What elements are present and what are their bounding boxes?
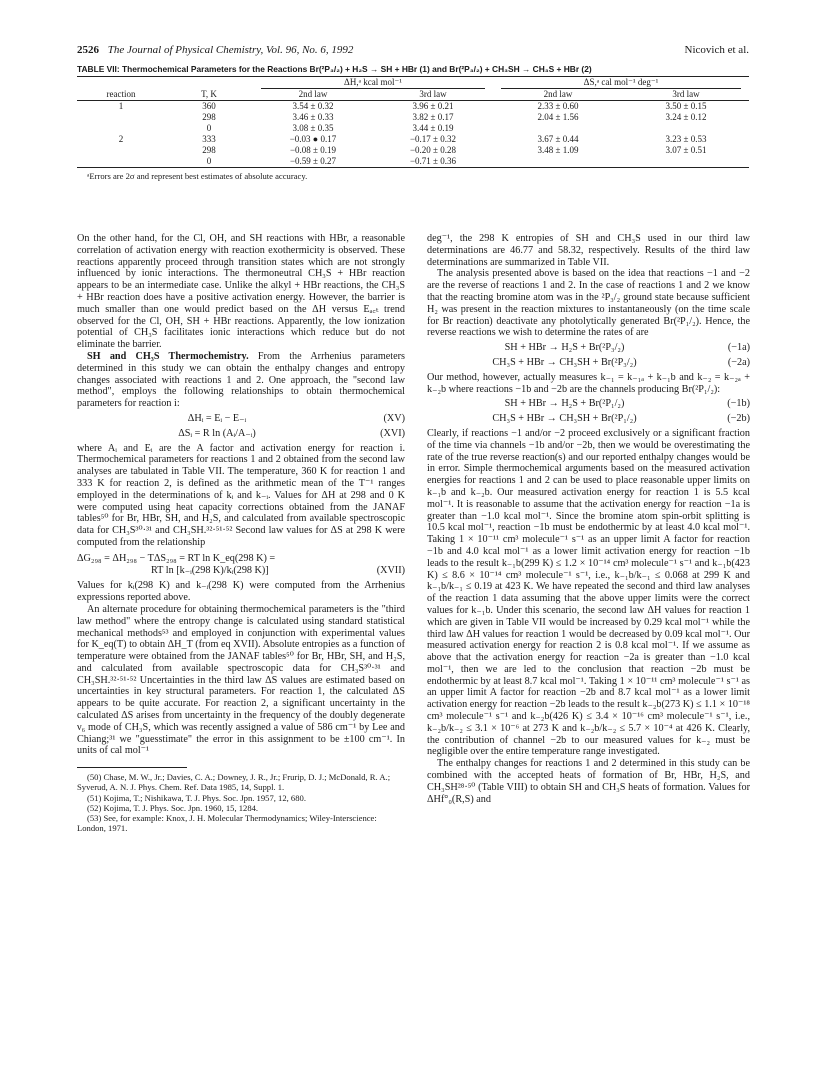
col-header-ds-2nd: 2nd law [493,89,623,101]
paragraph: Our method, however, actually measures k₋₁ = k₋₁ₐ + k₋₁b and k₋₂ = k₋₂ₐ + k₋₂b where reactions −1b and −2b are the channels producing Br(²P₁/₂): [427,371,750,395]
table-row: 0 −0.59 ± 0.27 −0.71 ± 0.36 [77,156,749,168]
col-header-dh-3rd: 3rd law [373,89,493,101]
group-header-ds: ΔS,ᵃ cal mol⁻¹ deg⁻¹ [501,77,741,89]
paragraph: The enthalpy changes for reactions 1 and 2 determined in this study can be combined with the accepted heats of formation of Br, HBr, H₂S, and CH₃SH²⁸·⁵⁰ (Table VIII) to obtain SH and CH₃S heats of formation. Values for ΔHf°₀(R,S) and [427,758,750,805]
table-row: 0 3.08 ± 0.35 3.44 ± 0.19 [206,123,454,133]
paragraph: Clearly, if reactions −1 and/or −2 proceed exclusively or a significant fraction of the time via channels −1b and/or −2b, then we would be overestimating the rate of the true reverse reaction(s) and our reported enthalpy changes would be in error. Simple thermochemical arguments based on the measured activation energies for reactions 1 and 2 can be used to place reasonable upper limits on k₋₁b and k₋₂b. Our measured activation energy for reaction 1 is 5.5 kcal mol⁻¹. It is reasonable to assume that the activation energy for reaction −1a is greater than −1.0 kcal mol⁻¹. Since the bromine atom spin-orbit splitting is 10.5 kcal mol⁻¹, reaction −1b must be endothermic by at least 4.0 kcal mol⁻¹. Taking 1 × 10⁻¹¹ cm³ molecule⁻¹ s⁻¹ as an upper limit A factor for reaction −1b and 4.0 kcal mol⁻¹ as a lower limit activation energy for reaction −1b leads to the result k₋₁b(299 K) ≤ 1.2 × 10⁻¹⁴ cm³ molecule⁻¹ s⁻¹ and k₋₁b(423 K) ≤ 8.6 × 10⁻¹⁴ cm³ molecule⁻¹ s⁻¹, i.e., k₋₁b/k₋₁ ≤ 0.068 at 299 K and k₋₁b/k₋₁ ≤ 0.19 at 423 K. We have repeated the second and third law analyses of the reaction 1 data assuming that the above upper limits were the correct values for k₋₁b. Under this scenario, the second law ΔH values for reaction 1 which are given in Table VII would be increased by 0.29 kcal mol⁻¹ while the third law ΔH values for reaction 1 would be decreased by 0.09 kcal mol⁻¹. Our measured activation energy for reaction 2 is 0.8 kcal mol⁻¹. If we assume as above that the activation energy for reaction −2a is greater than −1.0 kcal mol⁻¹, then we are led to the conclusion that reaction −2b must be endothermic by at least 8.7 kcal mol⁻¹. Taking 1 × 10⁻¹¹ cm³ molecule⁻¹ s⁻¹ as an upper limit A factor for reaction −2b and 8.7 kcal mol⁻¹ as a lower limit activation energy for reaction −2b leads to the result k₋₂b(273 K) ≤ 1.1 × 10⁻¹⁸ cm³ molecule⁻¹ s⁻¹ and k₋₂b(426 K) ≤ 3.4 × 10⁻¹⁶ cm³ molecule⁻¹ s⁻¹, i.e., k₋₂b/k₋₂ ≤ 3.1 × 10⁻⁶ at 273 K and k₋₂b/k₋₂ ≤ 5.7 × 10⁻⁴ at 426 K. Clearly, the contribution of channel −2b to our measured values for k₋₂ must be negligible over the entire temperature range investigated. [427,427,750,758]
footnote-51: (51) Kojima, T.; Nishikawa, T. J. Phys. Soc. Jpn. 1957, 12, 680. [87,792,306,803]
table-row: 298 −0.08 ± 0.19 −0.20 ± 0.28 3.48 ± 1.09 3.07 ± 0.51 [202,145,707,155]
col-header-ds-3rd: 3rd law [623,89,749,101]
table-row: 1 360 3.54 ± 0.32 3.96 ± 0.21 2.33 ± 0.60 3.50 ± 0.15 [118,101,707,111]
footnote-divider [77,767,187,768]
paragraph: The analysis presented above is based on the idea that reactions −1 and −2 are the reverse of reactions 1 and 2. In the case of reactions 1 and 2 we know that the reacting bromine atom was in the ²P₃/₂ ground state because sufficient H₂ was present in the reaction mixtures to instantaneously (on the time scale for Br reaction) deactivate any photolytically generated Br(²P₁/₂). Hence, the reverse reactions we wish to determine the rates of are [427,268,750,339]
col-header-dh-2nd: 2nd law [253,89,373,101]
journal-citation: The Journal of Physical Chemistry, Vol. 96, No. 6, 1992 [107,44,354,56]
left-column [77,233,405,833]
section-heading: SH and CH₃S Thermochemistry. [87,350,249,362]
table-caption: TABLE VII: Thermochemical Parameters for the Reactions Br(²P₃/₂) + H₂S → SH + HBr (1) and Br(²P₃/₂) + CH₃SH → CH₃S + HBr (2) [77,64,592,74]
footnote-53: (53) See, for example: Knox, J. H. Molecular Thermodynamics; Wiley-Interscience: London, 1971. [77,813,377,834]
paragraph: On the other hand, for the Cl, OH, and SH reactions with HBr, a reasonable correlation of activation energy with reaction exothermicity is observed. These reactions apparently proceed through transition states which are not strongly influenced by ionic interactions. The thermoneutral CH₃S + HBr reaction appears to be an intermediate case. Unlike the alkyl + HBr reactions, the CH₃S + HBr reaction does have a positive activation energy. However, the barrier is much smaller than one would predict based on the ΔH versus Eₐ꜀ₜ trend observed for the Cl, OH, SH + HBr reactions. Apparently, the low ionization potential of CH₃S facilitates ionic interactions which reduce but do not eliminate the barrier. [77,233,405,351]
table-footnote: ᵃErrors are 2σ and represent best estimates of absolute accuracy. [87,171,308,181]
thermo-table [77,76,749,168]
table-vii [77,64,749,181]
footnote-52: (52) Kojima, T. J. Phys. Soc. Jpn. 1960, 15, 1284. [87,802,259,813]
right-column [427,233,750,805]
equation-xv: ΔHᵢ = Eᵢ − E₋ᵢ (XV) [187,412,405,424]
col-header-reaction: reaction [77,89,165,101]
equation-xvii: ΔG₂₉₈ = ΔH₂₉₈ − TΔS₂₉₈ = RT ln K_eq(298 K) = RT ln [k₋ᵢ(298 K)/kᵢ(298 K)] (XVII) [77,552,405,576]
equation-minus-1b: SH + HBr → H₂S + Br(²P₁/₂) (−1b) [504,398,750,410]
equation-minus-2a: CH₃S + HBr → CH₃SH + Br(²P₃/₂) (−2a) [492,356,750,368]
equation-minus-1a: SH + HBr → H₂S + Br(²P₃/₂) (−1a) [504,342,750,354]
running-authors: Nicovich et al. [684,44,749,56]
equation-minus-2b: CH₃S + HBr → CH₃SH + Br(²P₁/₂) (−2b) [492,413,750,425]
table-row: 2 333 −0.03 ● 0.17 −0.17 ± 0.32 3.67 ± 0.44 3.23 ± 0.53 [118,134,707,144]
running-header [77,44,749,60]
paragraph: SH and CH₃S Thermochemistry. From the Arrhenius parameters determined in this study we can obtain the enthalpy changes and entropy changes associated with reactions 1 and 2. One approach, the "second law method", employs the following relationships to obtain thermochemical parameters for reaction i: [77,350,405,410]
col-header-t: T, K [165,89,253,101]
paragraph: deg⁻¹, the 298 K entropies of SH and CH₃S used in our third law determinations are 46.77 and 58.32, respectively. Results of the third law determinations are summarized in Table VII. [427,233,750,268]
paragraph: where Aᵢ and Eᵢ are the A factor and activation energy for reaction i. Thermochemical parameters for reactions 1 and 2 obtained from the second law analyses are tabulated in Table VII. The temperature, 360 K for reaction 1 and 333 K for reaction 2, is defined as the arithmetic mean of the T⁻¹ ranges employed in the determinations of kᵢ and k₋ᵢ. Values for ΔH at 298 and 0 K were computed using heat capacity corrections obtained from the JANAF tables⁵⁰ for Br, HBr, SH, and H₂S, and calculated from available spectroscopic data for CH₃S³⁰·³¹ and CH₃SH.³²·⁵¹·⁵² Second law values for ΔS at 298 K were computed from the relationship [77,442,405,548]
footnote-50: (50) Chase, M. W., Jr.; Davies, C. A.; Downey, J. R., Jr.; Frurip, D. J.; McDonald, R. A.; Syverud, A. N. J. Phys. Chem. Ref. Data 1985, 14, Suppl. 1. [77,772,391,793]
paragraph: An alternate procedure for obtaining thermochemical parameters is the "third law method" where the entropy change is calculated using standard statistical mechanical methods⁵³ and employed in conjunction with experimental values for K_eq(T) to obtain ΔH_T (from eq XVII). Absolute entropies as a function of temperature were obtained from the JANAF tables⁵⁰ for Br, HBr, SH, and H₂S, and calculated from available spectroscopic data for CH₃S³⁰·³¹ and CH₃SH.³²·⁵¹·⁵² Uncertainties in the third law ΔS values are estimated based on uncertainties in key structural parameters. For reaction 1, the calculated ΔS appears to be quite accurate. For reaction 2, a significant uncertainty in the calculated ΔS arises from uncertainty in the frequency of the doubly degenerate ν₆ mode of CH₃S, which was recently assigned a value of 586 cm⁻¹ by Lee and Chiang;³¹ we "guesstimate" the error in this assignment to be ±100 cm⁻¹. In units of cal mol⁻¹ [77,603,405,757]
footnotes [77,772,405,833]
paragraph: Values for kᵢ(298 K) and k₋ᵢ(298 K) were computed from the Arrhenius expressions reported above. [77,580,405,604]
equation-xvi: ΔSᵢ = R ln (Aᵢ/A₋ᵢ) (XVI) [178,427,405,439]
table-row: 298 3.46 ± 0.33 3.82 ± 0.17 2.04 ± 1.56 3.24 ± 0.12 [202,112,707,122]
page-number: 2526 [77,44,99,56]
group-header-dh: ΔH,ᵃ kcal mol⁻¹ [261,77,485,89]
